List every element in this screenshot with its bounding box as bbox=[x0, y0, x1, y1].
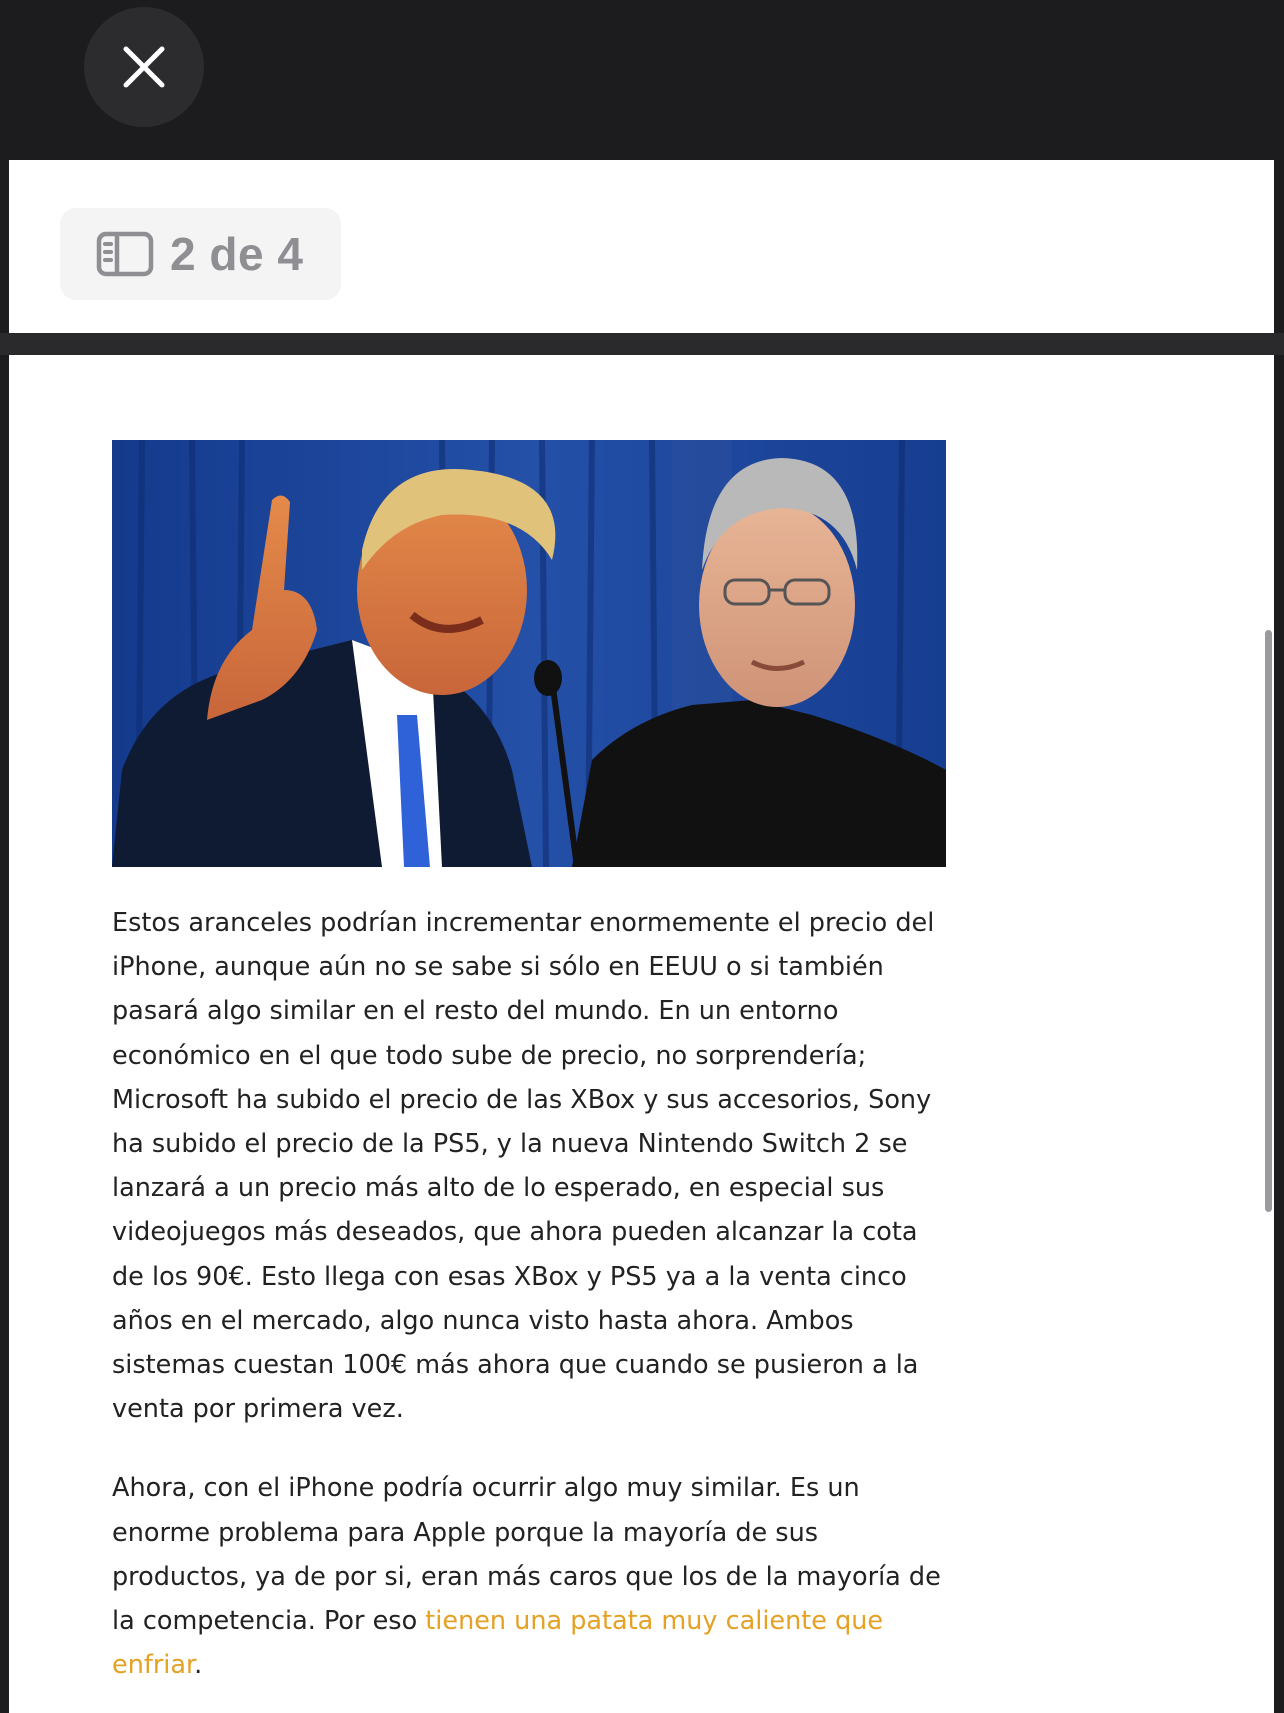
article-content[interactable] bbox=[9, 355, 1274, 1713]
paragraph-text: Ahora, con el iPhone podría ocurrir algo muy similar. Es un enorme problema para Apple porque la mayoría de sus productos, ya de por si, eran más caros que los de la mayoría de la competencia. Por eso bbox=[112, 1473, 941, 1637]
scrollbar[interactable] bbox=[1265, 630, 1272, 1212]
close-icon bbox=[122, 45, 166, 89]
paragraph-text: . bbox=[194, 1650, 203, 1681]
page-indicator-button[interactable] bbox=[60, 208, 341, 300]
article-paragraph: Estos aranceles podrían incrementar enormemente el precio del iPhone, aunque aún no se sabe si sólo en EEUU o si también pasará algo similar en el resto del mundo. En un entorno económico en el que todo sube de precio, no sorprendería; Microsoft ha subido el precio de las XBox y sus accesorios, Sony ha subido el precio de la PS5, y la nueva Nintendo Switch 2 se lanzará a un precio más alto de lo esperado, en especial sus videojuegos más deseados, que ahora pueden alcanzar la cota de los 90€. Esto llega con esas XBox y PS5 ya a la venta cinco años en el mercado, algo nunca visto hasta ahora. Ambos sistemas cuestan 100€ más ahora que cuando se pusieron a la venta por primera vez. bbox=[112, 908, 935, 1425]
sidebar-icon bbox=[96, 231, 154, 277]
close-button[interactable] bbox=[84, 7, 204, 127]
article-body bbox=[112, 901, 952, 1713]
section-divider bbox=[0, 333, 1284, 355]
reader-header bbox=[9, 160, 1274, 333]
article-image bbox=[112, 440, 946, 867]
photo-two-men-icon bbox=[112, 440, 946, 867]
article-link[interactable]: tienen una patata muy caliente que enfriar bbox=[112, 1606, 884, 1681]
top-bar bbox=[0, 0, 1284, 160]
page-indicator-label: 2 de 4 bbox=[170, 228, 304, 280]
article-paragraph bbox=[112, 1466, 952, 1687]
